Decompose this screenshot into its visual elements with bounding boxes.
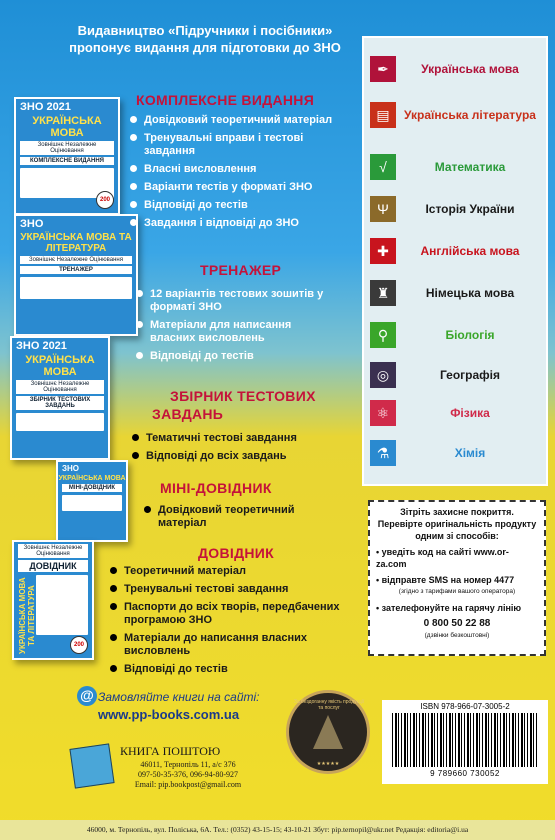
hotline-phone: 0 800 50 22 88: [423, 618, 491, 629]
list-item: Тренувальні тестові завдання: [110, 583, 340, 596]
seal-stars: ★★★★★: [316, 761, 340, 767]
subject-ukr-lit: [370, 96, 544, 134]
book-subtitle: Зовнішнє Незалежне Оцінювання: [20, 256, 132, 264]
subject-label: Біологія: [445, 328, 495, 342]
list-kompleks: [130, 114, 350, 235]
subject-geography: [370, 358, 544, 392]
intro-text: [0, 22, 410, 56]
subject-math: [370, 150, 544, 184]
book-tag: ЗНО 2021: [16, 340, 67, 352]
list-item: Теоретичний матеріал: [110, 565, 340, 578]
subject-label: Українська література: [404, 108, 536, 122]
list-item: Тематичні тестові завдання: [132, 432, 352, 445]
kp-email: Email: pip.bookpost@gmail.com: [134, 780, 242, 789]
list-zbirnyk: [132, 432, 352, 468]
list-item: Відповіді до тестів: [110, 663, 340, 676]
subject-label: Фізика: [450, 406, 490, 420]
subjects-panel: [362, 36, 548, 486]
subject-german: [370, 276, 544, 310]
book-type: МІНІ-ДОВІДНИК: [62, 484, 122, 492]
authenticity-notice: [368, 500, 546, 656]
subject-physics: [370, 396, 544, 430]
globe-icon: ◎: [370, 362, 396, 388]
book-icon: ▤: [370, 102, 396, 128]
notice-sms-note: (згідно з тарифами вашого оператора): [398, 588, 516, 595]
subject-label: Математика: [434, 160, 506, 174]
book-contents-box: [62, 495, 122, 511]
list-item: 12 варіантів тестових зошитів у форматі ЗНО: [136, 288, 326, 314]
section-title-zbirnyk-2: ЗАВДАНЬ: [152, 406, 224, 422]
book-type: КОМПЛЕКСНЕ ВИДАННЯ: [20, 157, 114, 165]
book-cover-kompleks: [14, 97, 120, 215]
list-dovidnyk: [110, 565, 340, 681]
list-mini: [144, 504, 324, 535]
book-subtitle: Зовнішнє Незалежне Оцінювання: [18, 544, 88, 558]
barcode-icon: [392, 713, 538, 767]
section-title-mini: МІНІ-ДОВІДНИК: [160, 480, 272, 496]
quill-icon: ✒: [370, 56, 396, 82]
section-title-zbirnyk-1: ЗБІРНИК ТЕСТОВИХ: [170, 388, 316, 404]
list-item: Довідковий теоретичний матеріал: [130, 114, 350, 127]
list-item: Матеріали до написання власних висловлень: [110, 632, 340, 658]
book-by-post-title: КНИГА ПОШТОЮ: [120, 744, 221, 758]
notice-option-sms: • відправте SMS на номер 4477: [376, 575, 515, 585]
subject-label: Хімія: [454, 446, 486, 460]
book-cover-dovidnyk: [12, 540, 94, 660]
book-title: УКРАЇНСЬКА МОВА: [32, 115, 102, 139]
microscope-icon: ⚲: [370, 322, 396, 348]
list-item: Матеріали для написання власних висловлень: [136, 319, 326, 345]
ean-number: 9 789660 730052: [430, 769, 500, 778]
subject-label: Історія України: [425, 202, 515, 216]
subject-biology: [370, 318, 544, 352]
book-cover-mini: [56, 460, 128, 542]
book-spine-title: УКРАЇНСЬКА МОВА ТА ЛІТЕРАТУРА: [18, 577, 36, 655]
section-title-kompleks: КОМПЛЕКСНЕ ВИДАННЯ: [136, 92, 315, 108]
book-subtitle: Зовнішнє Незалежне Оцінювання: [16, 380, 104, 394]
eagle-icon: ♜: [370, 280, 396, 306]
section-title-dovidnyk: ДОВІДНИК: [198, 545, 274, 561]
book-tag: ЗНО 2021: [20, 101, 71, 113]
notice-option-hotline: • зателефонуйте на гарячу лінію: [376, 603, 522, 613]
flask-icon: ⚗: [370, 440, 396, 466]
list-item: Власні висловлення: [130, 163, 350, 176]
book-title: УКРАЇНСЬКА МОВА: [25, 354, 95, 378]
list-item: Паспорти до всіх творів, передбачених програмою ЗНО: [110, 601, 340, 627]
publisher-footer: 46000, м. Тернопіль, вул. Поліська, 6А. Тел.: (0352) 43-15-15; 43-10-21 Збут: pip.ternopil@ukr.net Редакція: editoria@i.ua: [0, 820, 555, 840]
uk-flag-icon: ✚: [370, 238, 396, 264]
intro-line-2: пропонує видання для підготовки до ЗНО: [69, 40, 341, 55]
books-stack-icon: [69, 743, 114, 788]
at-sign-icon: @: [77, 686, 97, 706]
order-url[interactable]: www.pp-books.com.ua: [98, 707, 240, 722]
book-contents-box: [20, 277, 132, 299]
subject-label: Англійська мова: [420, 244, 520, 258]
subject-history: [370, 192, 544, 226]
seal-ring-text: За бездоганну якість продукції та послуг: [293, 699, 365, 711]
book-cover-zbirnyk: [10, 336, 110, 460]
list-item: Завдання і відповіді до ЗНО: [130, 217, 350, 230]
subject-ukr-mova: [370, 52, 544, 86]
badge-200: 200: [70, 636, 88, 654]
book-type: ЗБІРНИК ТЕСТОВИХ ЗАВДАНЬ: [16, 396, 104, 410]
list-item: Довідковий теоретичний матеріал: [144, 504, 324, 530]
seal-emblem-icon: [313, 715, 343, 749]
hotline-note: (дзвінки безкоштовні): [424, 632, 490, 639]
book-subtitle: Зовнішнє Незалежне Оцінювання: [20, 141, 114, 155]
notice-line-3: одним зі способів:: [415, 531, 499, 541]
list-item: Варіанти тестів у форматі ЗНО: [130, 181, 350, 194]
badge-200: 200: [96, 191, 114, 209]
book-tag: ЗНО: [62, 464, 80, 473]
quality-seal: [286, 690, 370, 774]
book-cover-trenazher: [14, 214, 138, 336]
book-title: УКРАЇНСЬКА МОВА ТА ЛІТЕРАТУРА: [20, 232, 132, 254]
book-contents-box: [36, 575, 88, 635]
kp-address-line: 46011, Тернопіль 11, а/с 376: [140, 760, 236, 769]
subject-label: Німецька мова: [425, 286, 515, 300]
subject-english: [370, 234, 544, 268]
book-contents-box: [16, 413, 104, 431]
book-type: ДОВІДНИК: [18, 560, 88, 572]
isbn-text: ISBN 978-966-07-3005-2: [420, 702, 510, 711]
notice-option-website: • уведіть код на сайті www.or-za.com: [376, 547, 509, 569]
list-item: Відповіді до тестів: [136, 350, 326, 363]
book-tag: ЗНО: [20, 218, 44, 230]
atom-icon: ⚛: [370, 400, 396, 426]
intro-line-1: Видавництво «Підручники і посібники»: [77, 23, 333, 38]
trident-icon: Ψ: [370, 196, 396, 222]
subject-chemistry: [370, 436, 544, 470]
list-item: Відповіді до тестів: [130, 199, 350, 212]
book-type: ТРЕНАЖЕР: [20, 266, 132, 274]
book-by-post-address: [118, 760, 258, 790]
notice-line-1: Зітріть захисне покриття.: [400, 507, 514, 517]
barcode-block: [382, 700, 548, 784]
list-item: Відповіді до всіх завдань: [132, 450, 352, 463]
book-title: УКРАЇНСЬКА МОВА: [58, 475, 126, 482]
list-item: Тренувальні вправи і тестові завдання: [130, 132, 350, 158]
subject-label: Українська мова: [421, 62, 519, 76]
subject-label: Географія: [439, 368, 501, 382]
order-text: Замовляйте книги на сайті:: [98, 690, 260, 704]
section-title-trenazher: ТРЕНАЖЕР: [200, 262, 282, 278]
sqrt-icon: √: [370, 154, 396, 180]
notice-line-2: Перевірте оригінальність продукту: [377, 519, 537, 529]
kp-phones: 097-50-35-376, 096-94-80-927: [138, 770, 238, 779]
list-trenazher: [136, 288, 326, 368]
